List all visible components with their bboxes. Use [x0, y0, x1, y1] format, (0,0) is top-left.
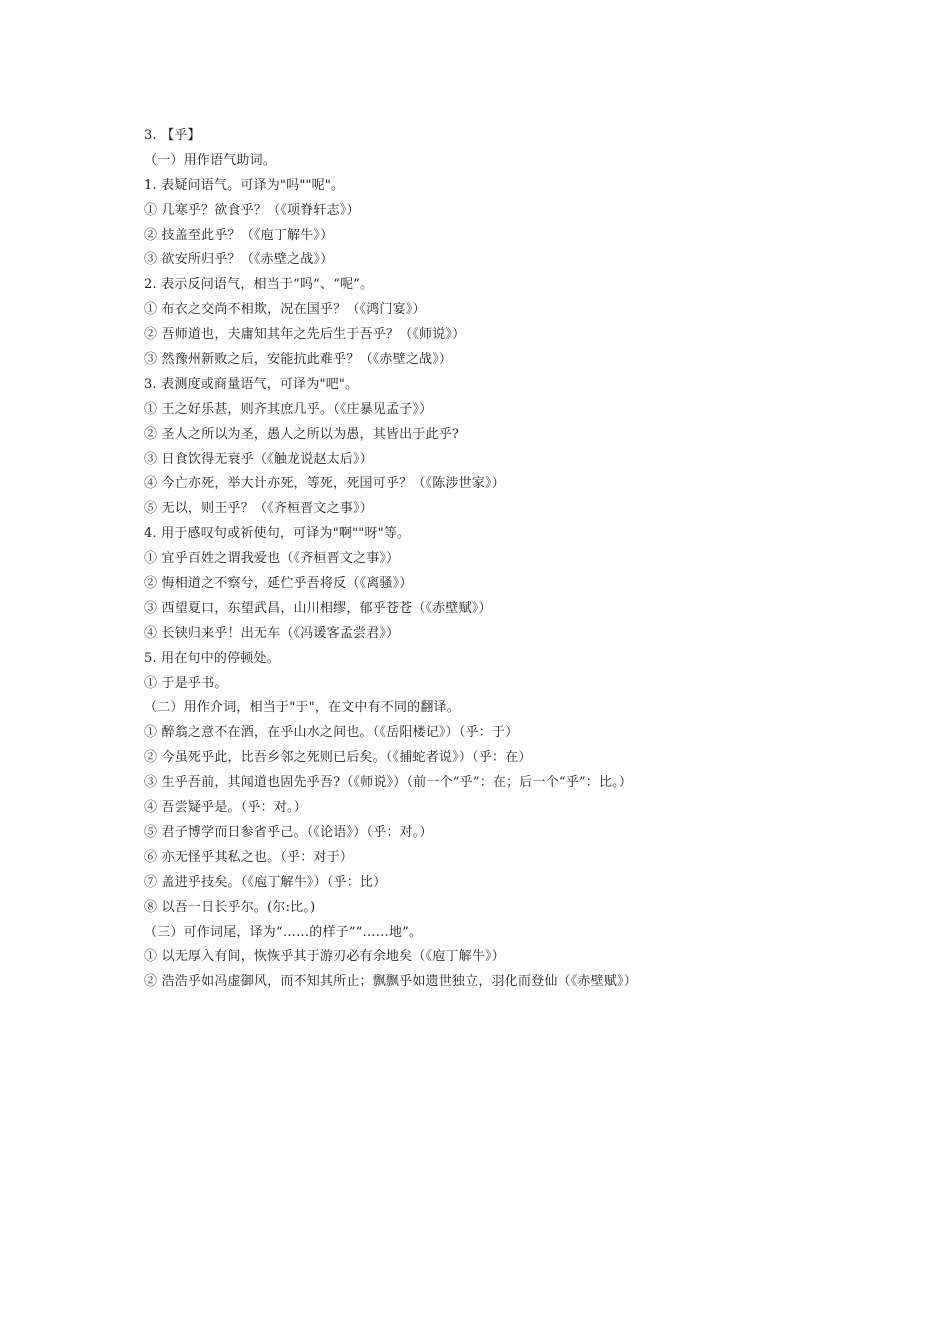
- example-line: ① 布衣之交尚不相欺，况在国乎？（《鸿门宴》）: [144, 302, 426, 318]
- example-line: ③ 西望夏口，东望武昌，山川相缪，郁乎苍苍（《赤壁赋》）: [144, 600, 492, 616]
- usage-heading: 5. 用在句中的停顿处。: [144, 650, 280, 666]
- example-line: ④ 今亡亦死，举大计亦死，等死，死国可乎？（《陈涉世家》）: [144, 476, 505, 492]
- example-line: ① 于是乎书。: [144, 675, 228, 691]
- example-line: ① 几寒乎？欲食乎？（《项脊轩志》）: [144, 202, 360, 218]
- example-line: ③ 欲安所归乎？（《赤壁之战》）: [144, 252, 334, 268]
- example-line: ③ 然豫州新败之后，安能抗此难乎？（《赤壁之战》）: [144, 352, 453, 368]
- example-line: ④ 长铗归来乎！出无车（《冯谖客孟尝君》）: [144, 625, 400, 641]
- example-line: ② 圣人之所以为圣，愚人之所以为愚，其皆出于此乎?: [144, 426, 460, 442]
- example-line: ② 浩浩乎如冯虚御风，而不知其所止；飘飘乎如遗世独立，羽化而登仙（《赤壁赋》）: [144, 974, 637, 990]
- example-line: ⑧ 以吾一日长乎尔。(尔:比。): [144, 899, 316, 915]
- example-line: ③ 生乎吾前，其闻道也固先乎吾?（《师说》）（前一个“乎”：在；后一个“乎”：比。）: [144, 775, 633, 791]
- usage-heading: 1. 表疑问语气。可译为"吗""呢"。: [144, 177, 345, 193]
- example-line: ② 技盖至此乎？（《庖丁解牛》）: [144, 227, 334, 243]
- usage-heading: 3. 表测度或商量语气，可译为"吧"。: [144, 376, 359, 392]
- document-body: [144, 124, 904, 995]
- example-line: ⑤ 无以，则王乎？（《齐桓晋文之事》）: [144, 501, 373, 517]
- section-title: 3. 【乎】: [144, 128, 201, 143]
- example-line: ② 吾师道也，夫庸知其年之先后生于吾乎？（《师说》）: [144, 327, 466, 343]
- example-line: ③ 日食饮得无衰乎（《触龙说赵太后》）: [144, 451, 373, 467]
- example-line: ② 今虽死乎此，比吾乡邻之死则已后矣。（《捕蛇者说》）（乎：在）: [144, 750, 532, 766]
- subsection-heading: （一）用作语气助词。: [144, 152, 277, 168]
- example-line: ① 醉翁之意不在酒，在乎山水之间也。（《岳阳楼记》）（乎：于）: [144, 725, 519, 741]
- subsection-heading: （二）用作介词，相当于"于"，在文中有不同的翻译。: [144, 700, 460, 716]
- example-line: ② 悔相道之不察兮，延伫乎吾将反（《离骚》）: [144, 576, 413, 592]
- example-line: ④ 吾尝疑乎是。（乎：对。）: [144, 800, 307, 816]
- example-line: ① 宜乎百姓之谓我爱也（《齐桓晋文之事》）: [144, 551, 400, 567]
- usage-heading: 2. 表示反问语气，相当于“吗”、“呢”。: [144, 277, 374, 293]
- example-line: ① 以无厚入有间，恢恢乎其于游刃必有余地矣（《庖丁解牛》）: [144, 949, 505, 965]
- example-line: ⑦ 盖进乎技矣。（《庖丁解牛》）（乎：比）: [144, 874, 387, 890]
- usage-heading: 4. 用于感叹句或祈使句，可译为"啊""呀"等。: [144, 526, 411, 542]
- example-line: ① 王之好乐甚，则齐其庶几乎。（《庄暴见孟子》）: [144, 401, 433, 417]
- example-line: ⑤ 君子博学而日参省乎己。（《论语》）（乎：对。）: [144, 824, 433, 840]
- subsection-heading: （三）可作词尾，译为“……的样子”“……地”。: [144, 924, 423, 940]
- example-line: ⑥ 亦无怪乎其私之也。（乎：对于）: [144, 849, 354, 865]
